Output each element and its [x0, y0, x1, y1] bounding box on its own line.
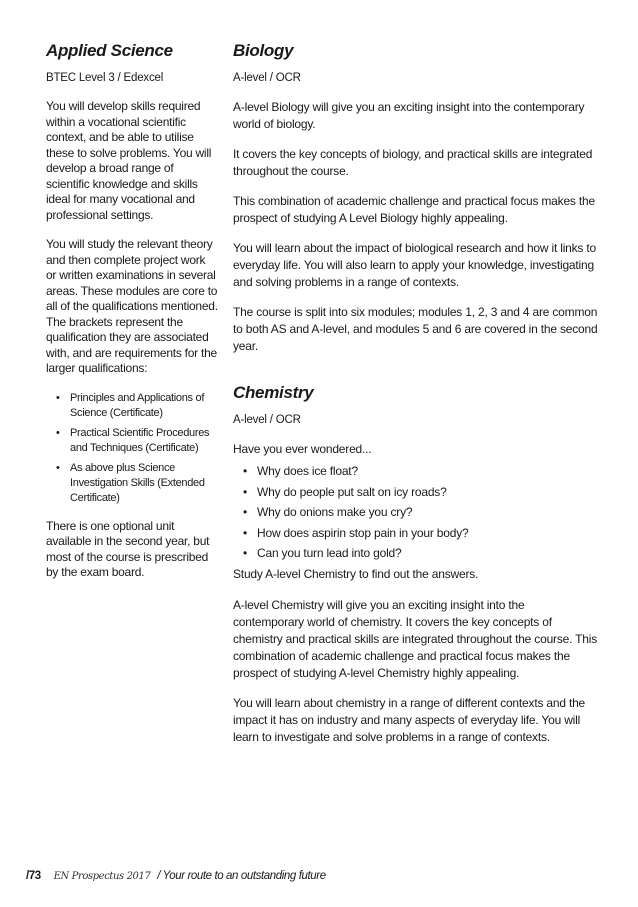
chemistry-intro: Have you ever wondered...: [233, 442, 372, 456]
section-spacer: [233, 368, 598, 382]
list-item-text: Why does ice float?: [257, 464, 358, 478]
bullet-icon: •: [243, 525, 248, 540]
list-item-text: How does aspirin stop pain in your body?: [257, 525, 469, 540]
list-item: [233, 484, 598, 501]
list-item-text: As above plus Science Investigation Skills (Extended Certificate): [70, 461, 205, 504]
chemistry-paragraph-3: You will learn about chemistry in a range of different contexts and the impact it has on industry and many aspects of everyday life. You will learn to investigate and solve problems in a range of contexts.: [233, 695, 586, 744]
applied-science-paragraph-2: You will study the relevant theory and then complete project work or written examinations in several areas. These modules are core to all of the qualifications mentioned. The brackets represent the qualification they are associated with, and are requirements for the larger qualifications:: [46, 237, 218, 375]
right-column: [233, 40, 598, 759]
applied-science-paragraph-3: There is one optional unit available in the second year, but most of the course is prescribed by the exam board.: [46, 518, 210, 579]
list-item-text: Practical Scientific Procedures and Techniques (Certificate): [70, 426, 210, 454]
bullet-icon: •: [56, 461, 60, 474]
footer-tagline: / Your route to an outstanding future: [157, 870, 326, 882]
list-item: [233, 463, 598, 480]
bullet-icon: •: [243, 484, 248, 499]
bullet-icon: •: [243, 546, 248, 560]
chemistry-paragraph-1: Study A-level Chemistry to find out the answers.: [233, 566, 479, 581]
prospectus-brand: EN Prospectus 2017: [53, 871, 151, 882]
biology-paragraph-4: You will learn about the impact of biological research and how it links to everyday life. You will also learn to apply your knowledge, investigating and solving problems in a range of contexts.: [233, 241, 596, 289]
page-number: /73: [26, 870, 41, 882]
applied-science-paragraph-1: You will develop skills required within a vocational scientific context, and be able to utilise these to solve problems. You will develop a broad range of scientific knowledge and skills ideal for many vocational and professional settings.: [46, 99, 212, 222]
applied-science-heading: Applied Science: [46, 41, 173, 60]
applied-science-module-list: [46, 391, 218, 506]
list-item: [46, 461, 218, 506]
biology-paragraph-1: A-level Biology will give you an exciting insight into the contemporary world of biology.: [233, 100, 585, 131]
chemistry-paragraph-2: A-level Chemistry will give you an exciting insight into the contemporary world of chemistry. It covers the key concepts of chemistry and practical skills are integrated throughout the course. This combination of academic challenge and practical focus makes the prospect of studying A-level Chemistry highly appealing.: [233, 597, 598, 680]
list-item-text: Principles and Applications of Science (Certificate): [70, 391, 205, 419]
page-footer: [26, 870, 326, 882]
biology-heading: Biology: [233, 41, 294, 60]
list-item: [233, 504, 598, 521]
list-item: [233, 525, 598, 542]
bullet-icon: •: [243, 464, 248, 478]
list-item-text: Why do onions make you cry?: [257, 505, 413, 519]
biology-paragraph-3: This combination of academic challenge and practical focus makes the prospect of studying A Level Biology highly appealing.: [233, 194, 595, 225]
biology-paragraph-2: It covers the key concepts of biology, and practical skills are integrated throughout the course.: [233, 147, 593, 178]
bullet-icon: •: [56, 426, 60, 439]
bullet-icon: •: [56, 391, 60, 404]
bullet-icon: •: [243, 505, 248, 519]
biology-paragraph-5: The course is split into six modules; modules 1, 2, 3 and 4 are common to both AS and A-level, and modules 5 and 6 are covered in the second year.: [233, 305, 598, 353]
list-item: [233, 545, 598, 562]
list-item-text: Can you turn lead into gold?: [257, 546, 402, 560]
chemistry-question-list: [233, 463, 598, 562]
list-item: [46, 426, 218, 456]
chemistry-subtitle: A-level / OCR: [233, 414, 301, 426]
list-item-text: Why do people put salt on icy roads?: [257, 484, 447, 499]
chemistry-heading: Chemistry: [233, 383, 314, 402]
applied-science-subtitle: BTEC Level 3 / Edexcel: [46, 72, 164, 84]
biology-subtitle: A-level / OCR: [233, 72, 301, 84]
list-item: [46, 391, 218, 421]
left-column: [46, 40, 218, 595]
